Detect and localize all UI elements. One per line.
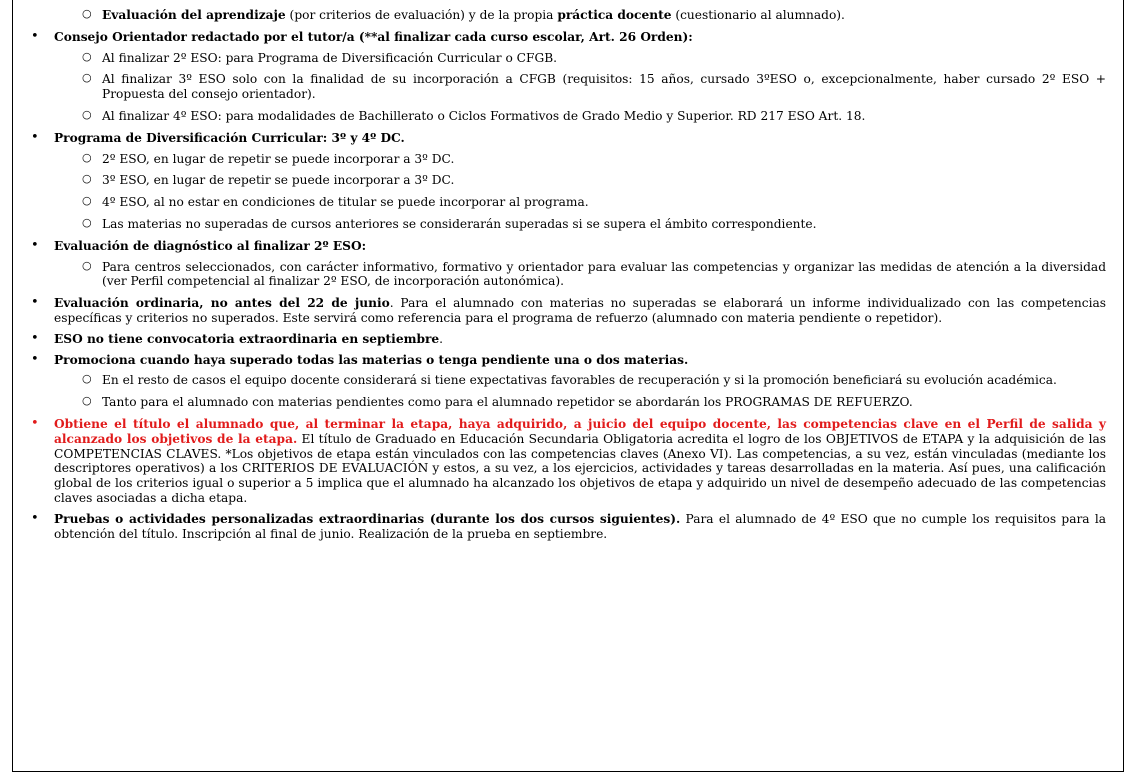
circle-bullet: ○ [82, 258, 92, 272]
text: (cuestionario al alumnado). [671, 8, 845, 22]
subitem-text: Al finalizar 3º ESO solo con la finalidad de su incorporación a CFGB (requisitos: 15 años, cursado 3ºESO o, excepcionalmente, haber cursado 2º ESO + Propuesta del consejo orientador). [102, 72, 1106, 102]
subitem-evaluacion-aprendizaje [24, 8, 1106, 23]
circle-bullet: ○ [82, 194, 92, 208]
circle-bullet: ○ [82, 372, 92, 386]
item-heading: Promociona cuando haya superado todas las materias o tenga pendiente una o dos materias. [54, 352, 689, 367]
disc-bullet: • [31, 28, 39, 44]
subitem-text: Al finalizar 4º ESO: para modalidades de Bachillerato o Ciclos Formativos de Grado Medio y Superior. RD 217 ESO Art. 18. [102, 108, 866, 123]
subitem [24, 51, 1106, 66]
subitem-text: En el resto de casos el equipo docente considerará si tiene expectativas favorables de recuperación y si la promoción beneficiará su evolución académica. [102, 373, 1057, 388]
circle-bullet: ○ [82, 150, 92, 164]
item-promociona [24, 353, 1106, 368]
bold-text: Evaluación ordinaria, no antes del 22 de junio [54, 296, 390, 311]
disc-bullet: • [31, 351, 39, 367]
subitem-text: 3º ESO, en lugar de repetir se puede incorporar a 3º DC. [102, 173, 455, 188]
text: Para el alumnado de 4º ESO que no cumple los requisitos para la obtención del título. Inscripción al final de junio. Realización de la prueba en septiembre. [54, 511, 1107, 541]
circle-bullet: ○ [82, 71, 92, 85]
item-pruebas-extraordinarias [24, 512, 1106, 542]
circle-bullet: ○ [82, 7, 92, 20]
disc-bullet: • [31, 330, 39, 346]
item-obtiene-titulo [24, 417, 1106, 506]
subitem-text: 4º ESO, al no estar en condiciones de titular se puede incorporar al programa. [102, 195, 589, 210]
subitem [24, 395, 1106, 410]
subitem-text: 2º ESO, en lugar de repetir se puede incorporar a 3º DC. [102, 151, 455, 166]
circle-bullet: ○ [82, 215, 92, 229]
highlighted-text: Obtiene el título el alumnado que, al terminar la etapa, haya adquirido, a juicio del equipo docente, las competencias clave en el Perfil de salida y alcanzado los objetivos de la etapa. [54, 416, 1106, 446]
text: . [439, 331, 444, 346]
disc-bullet: • [31, 510, 39, 526]
subitem-text: Tanto para el alumnado con materias pendientes como para el alumnado repetidor se abordarán los PROGRAMAS DE REFUERZO. [102, 395, 913, 410]
circle-bullet: ○ [82, 394, 92, 408]
document-body [24, 8, 1106, 547]
disc-bullet: • [31, 415, 39, 431]
subitem [24, 72, 1106, 102]
item-programa-diversificacion [24, 131, 1106, 146]
item-heading: Programa de Diversificación Curricular: 3º y 4º DC. [54, 130, 405, 145]
circle-bullet: ○ [82, 107, 92, 121]
disc-bullet: • [31, 237, 39, 253]
subitem [24, 109, 1106, 124]
item-convocatoria-extraordinaria [24, 332, 1106, 347]
bold-text: Evaluación del aprendizaje [102, 8, 286, 22]
item-heading: Consejo Orientador redactado por el tutor/a (**al finalizar cada curso escolar, Art. 26 Orden): [54, 29, 693, 44]
subitem-text: Las materias no superadas de cursos anteriores se considerarán superadas si se supera el ámbito correspondiente. [102, 216, 817, 231]
text: (por criterios de evaluación) y de la propia [285, 8, 558, 22]
subitem [24, 173, 1106, 188]
subitem-text: Para centros seleccionados, con carácter informativo, formativo y orientador para evaluar las competencias y organizar las medidas de atención a la diversidad (ver Perfil competencial al finalizar 2º ESO, de incorporación autonómica). [102, 259, 1106, 289]
item-evaluacion-ordinaria [24, 296, 1106, 326]
subitem-text: Al finalizar 2º ESO: para Programa de Diversificación Curricular o CFGB. [102, 50, 558, 65]
item-consejo-orientador [24, 30, 1106, 45]
bold-text: práctica docente [557, 8, 672, 22]
disc-bullet: • [31, 295, 39, 311]
subitem [24, 373, 1106, 388]
subitem [24, 260, 1106, 290]
circle-bullet: ○ [82, 172, 92, 186]
item-heading: Evaluación de diagnóstico al finalizar 2º ESO: [54, 238, 367, 253]
text: El título de Graduado en Educación Secundaria Obligatoria acredita el logro de los OBJETIVOS de ETAPA y la adquisición de las COMPETENCIAS CLAVES. *Los objetivos de etapa están vinculados con las competencias claves (Anexo VI). Las competencias, a su vez, están vinculadas (mediante los descriptores operativos) a los CRITERIOS DE EVALUACIÓN y estos, a su vez, a los ejercicios, actividades y tareas desarrolladas en la materia. Así pues, una calificación global de los criterios igual o superior a 5 implica que el alumnado ha alcanzado los objetivos de etapa y adquirido un nivel de desempeño adecuado de las competencias claves asociadas a dicha etapa. [54, 431, 1106, 505]
subitem [24, 195, 1106, 210]
subitem [24, 217, 1106, 232]
disc-bullet: • [31, 129, 39, 145]
item-evaluacion-diagnostico [24, 239, 1106, 254]
text: . Para el alumnado con materias no superadas se elaborará un informe individualizado con las competencias específicas y criterios no superados. Este servirá como referencia para el programa de refuerzo (alumnado con materia pendiente o repetidor). [54, 296, 1106, 325]
bold-text: Pruebas o actividades personalizadas extraordinarias (durante los dos cursos siguientes). [54, 511, 681, 526]
subitem [24, 152, 1106, 167]
bold-text: ESO no tiene convocatoria extraordinaria en septiembre [54, 331, 440, 346]
circle-bullet: ○ [82, 49, 92, 63]
